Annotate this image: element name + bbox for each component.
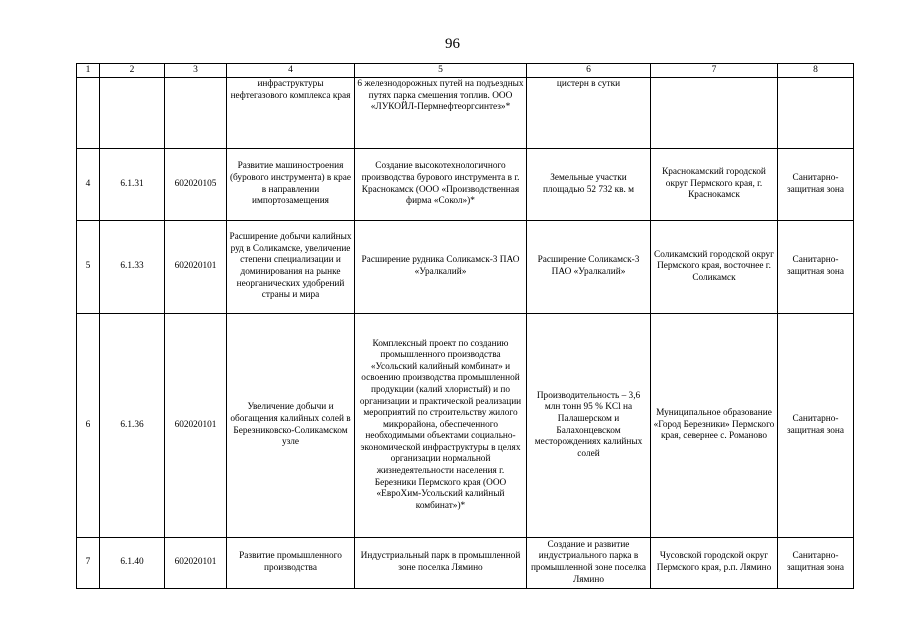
header-cell: 2 [100,64,165,78]
direction-cell: инфраструктуры нефтегазового комплекса края [227,78,355,149]
program-code-cell: 602020101 [165,314,227,538]
characteristics-cell: цистерн в сутки [527,78,651,149]
row-number-cell: 4 [77,149,100,221]
zone-cell: Санитарно-защитная зона [778,221,854,314]
project-cell: Индустриальный парк в промышленной зоне поселка Лямино [355,538,527,589]
row-number-cell: 5 [77,221,100,314]
location-cell: Муниципальное образование «Город Березники» Пермского края, севернее с. Романово [651,314,778,538]
header-cell: 8 [778,64,854,78]
table-row [77,221,854,314]
location-cell: Чусовской городской округ Пермского края, р.п. Лямино [651,538,778,589]
direction-cell: Расширение добычи калийных руд в Соликамске, увеличение степени специализации и доминирования на рынке неорганических удобрений страны и мира [227,221,355,314]
characteristics-cell: Создание и развитие индустриального парка в промышленной зоне поселка Лямино [527,538,651,589]
project-cell: Расширение рудника Соликамск-3 ПАО «Уралкалий» [355,221,527,314]
table-row [77,538,854,589]
row-number-cell: 7 [77,538,100,589]
code-cell: 6.1.31 [100,149,165,221]
table-row [77,314,854,538]
characteristics-cell: Земельные участки площадью 52 732 кв. м [527,149,651,221]
planning-table [76,63,854,589]
code-cell: 6.1.33 [100,221,165,314]
row-number-cell: 6 [77,314,100,538]
direction-cell: Увеличение добычи и обогащения калийных солей в Березниковско-Соликамском узле [227,314,355,538]
project-cell: 6 железнодорожных путей на подъездных путях парка смешения топлив. ООО «ЛУКОЙЛ-Пермнефтеоргсинтез»* [355,78,527,149]
header-cell: 3 [165,64,227,78]
header-row [77,64,854,78]
zone-cell: Санитарно-защитная зона [778,314,854,538]
program-code-cell [165,78,227,149]
program-code-cell: 602020101 [165,221,227,314]
header-cell: 4 [227,64,355,78]
program-code-cell: 602020101 [165,538,227,589]
location-cell: Соликамский городской округ Пермского края, восточнее г. Соликамск [651,221,778,314]
project-cell: Комплексный проект по созданию промышленного производства «Усольский калийный комбинат» и освоению производства промышленной продукции (калий хлористый) и по организации и практической реализации мероприятий по строительству жилого микрорайона, обеспеченного необходимыми объектами социально-экономической инфраструктуры в целях организации нормальной жизнедеятельности населения г. Березники Пермского края (ООО «ЕвроХим-Усольский калийный комбинат»)* [355,314,527,538]
code-cell: 6.1.40 [100,538,165,589]
zone-cell [778,78,854,149]
row-number-cell [77,78,100,149]
code-cell [100,78,165,149]
location-cell: Краснокамский городской округ Пермского края, г. Краснокамск [651,149,778,221]
project-cell: Создание высокотехнологичного производства бурового инструмента в г. Краснокамск (ООО «Производственная фирма «Сокол»)* [355,149,527,221]
location-cell [651,78,778,149]
direction-cell: Развитие машиностроения (бурового инструмента) в крае в направлении импортозамещения [227,149,355,221]
table-row [77,78,854,149]
code-cell: 6.1.36 [100,314,165,538]
program-code-cell: 602020105 [165,149,227,221]
header-cell: 7 [651,64,778,78]
characteristics-cell: Производительность – 3,6 млн тонн 95 % KCl на Палашерском и Балахонцевском месторождениях калийных солей [527,314,651,538]
zone-cell: Санитарно-защитная зона [778,149,854,221]
table-row [77,149,854,221]
characteristics-cell: Расширение Соликамск-3 ПАО «Уралкалий» [527,221,651,314]
zone-cell: Санитарно-защитная зона [778,538,854,589]
header-cell: 5 [355,64,527,78]
page-number: 96 [445,36,460,52]
direction-cell: Развитие промышленного производства [227,538,355,589]
header-cell: 1 [77,64,100,78]
header-cell: 6 [527,64,651,78]
